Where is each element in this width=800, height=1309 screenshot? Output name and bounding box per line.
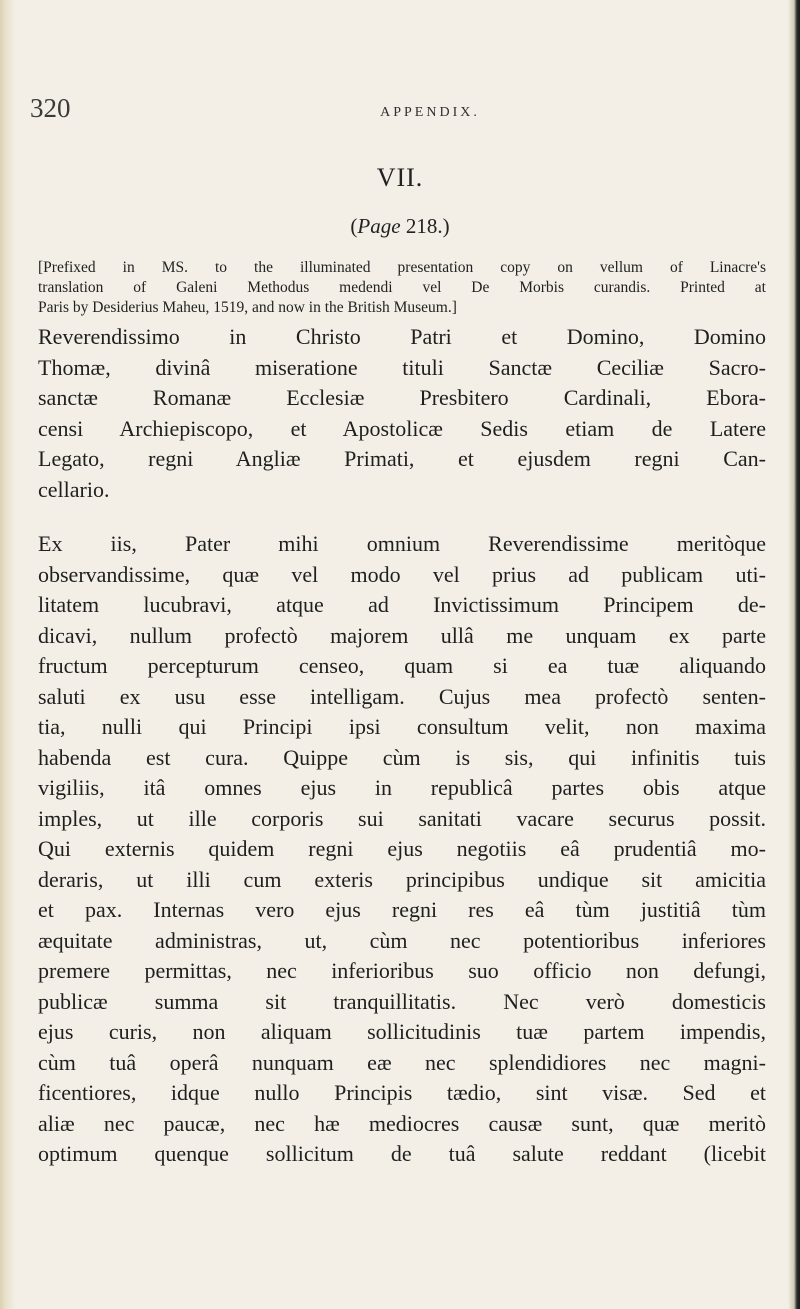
note-line: [Prefixed in MS. to the illuminated presentation copy on vellum of Linacre's	[38, 259, 766, 276]
body-line: deraris, ut illi cum exteris principibus undique sit amicitia	[38, 866, 766, 892]
page-reference-open: (	[350, 214, 358, 238]
body-line: cùm tuâ operâ nunquam eæ nec splendidiores nec magni-	[38, 1049, 766, 1075]
body-line: fructum percepturum censeo, quam si ea tuæ aliquando	[38, 653, 766, 678]
page-reference-word: Page	[357, 214, 401, 238]
page-reference	[330, 214, 470, 239]
body-line: ficentiores, idque nullo Principis tædio, sint visæ. Sed et	[38, 1080, 766, 1105]
page-right-edge-shadow	[788, 0, 800, 1309]
bibliographic-note	[38, 258, 766, 318]
dedication-line: Thomæ, divinâ miseratione tituli Sanctæ Ceciliæ Sacro-	[38, 354, 766, 380]
body-line: Ex iis, Pater mihi omnium Reverendissime meritòque	[38, 531, 766, 556]
note-line: translation of Galeni Methodus medendi vel De Morbis curandis. Printed at	[38, 279, 766, 296]
body-line: aliæ nec paucæ, nec hæ mediocres causæ sunt, quæ meritò	[38, 1110, 766, 1136]
body-line: vigiliis, itâ omnes ejus in republicâ partes obis atque	[38, 775, 766, 800]
body-line: optimum quenque sollicitum de tuâ salute reddant (licebit	[38, 1141, 766, 1166]
dedication-line: Legato, regni Angliæ Primati, et ejusdem regni Can-	[38, 446, 766, 471]
body-line: et pax. Internas vero ejus regni res eâ tùm justitiâ tùm	[38, 897, 766, 922]
dedication-line: censi Archiepiscopo, et Apostolicæ Sedis etiam de Latere	[38, 415, 766, 441]
page-number: 320	[30, 93, 71, 123]
running-head: APPENDIX.	[380, 105, 480, 120]
dedication-line: Reverendissimo in Christo Patri et Domino, Domino	[38, 324, 766, 349]
dedication-paragraph	[38, 322, 766, 505]
letter-body	[38, 529, 766, 1170]
body-line: saluti ex usu esse intelligam. Cujus mea profectò senten-	[38, 683, 766, 709]
body-line: premere permittas, nec inferioribus suo officio non defungi,	[38, 958, 766, 983]
body-line: imples, ut ille corporis sui sanitati vacare securus possit.	[38, 805, 766, 831]
page-reference-number: 218.)	[400, 214, 450, 238]
body-line: dicavi, nullum profectò majorem ullâ me unquam ex parte	[38, 622, 766, 648]
dedication-line: cellario.	[38, 476, 110, 502]
body-line: litatem lucubravi, atque ad Invictissimum Principem de-	[38, 592, 766, 617]
body-line: æquitate administras, ut, cùm nec potentioribus inferiores	[38, 927, 766, 953]
section-number: VII.	[376, 163, 424, 192]
note-line: Paris by Desiderius Maheu, 1519, and now in the British Museum.]	[38, 299, 457, 316]
body-line: habenda est cura. Quippe cùm is sis, qui infinitis tuis	[38, 744, 766, 770]
body-line: publicæ summa sit tranquillitatis. Nec verò domesticis	[38, 988, 766, 1014]
body-line: observandissime, quæ vel modo vel prius ad publicam uti-	[38, 561, 766, 587]
dedication-line: sanctæ Romanæ Ecclesiæ Presbitero Cardinali, Ebora-	[38, 385, 766, 410]
body-line: ejus curis, non aliquam sollicitudinis tuæ partem impendis,	[38, 1019, 766, 1044]
body-line: Qui externis quidem regni ejus negotiis eâ prudentiâ mo-	[38, 836, 766, 861]
body-line: tia, nulli qui Principi ipsi consultum velit, non maxima	[38, 714, 766, 739]
page-left-edge-shadow	[0, 0, 16, 1309]
